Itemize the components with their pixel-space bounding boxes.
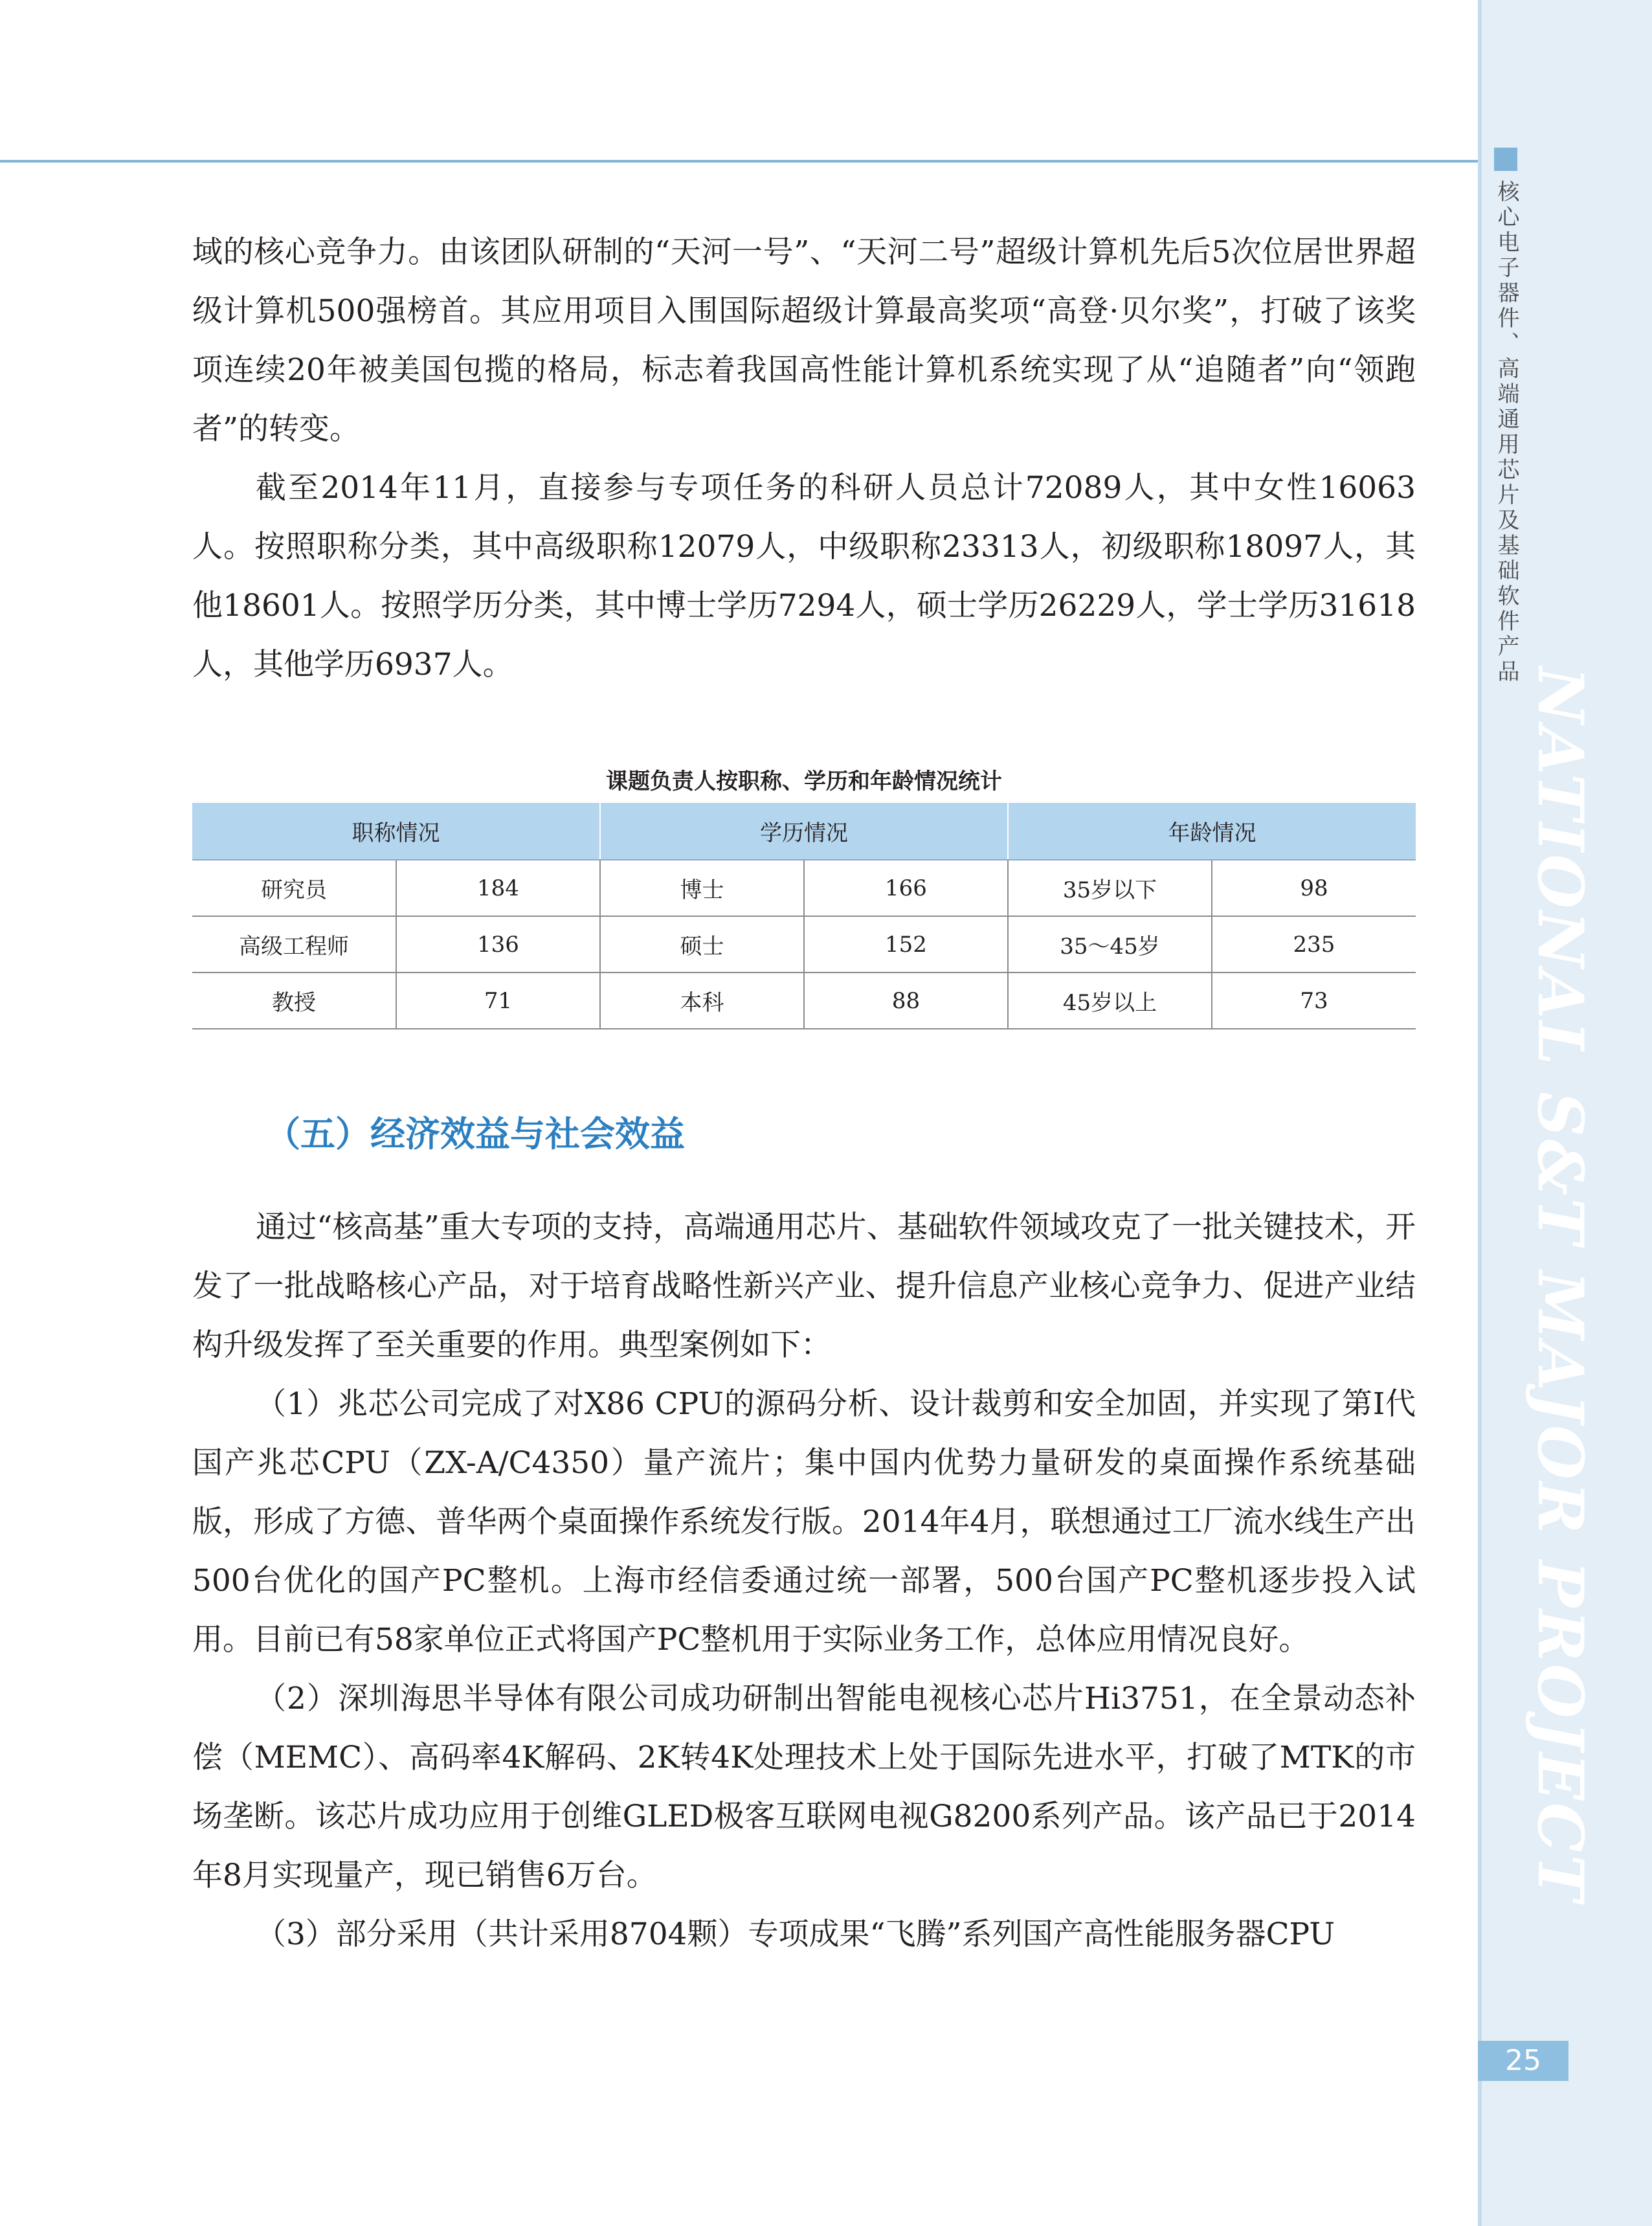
table-cell: 45岁以上 <box>1008 972 1212 1029</box>
body-text-top <box>192 223 1416 694</box>
table-header-title: 职称情况 <box>192 803 600 860</box>
table-cell: 235 <box>1212 916 1416 972</box>
table-cell: 教授 <box>192 972 396 1029</box>
project-title-vertical: NATIONAL S&T MAJOR PROJECT <box>1524 667 1597 1904</box>
body-text-bottom <box>192 1198 1416 1964</box>
table-header-education: 学历情况 <box>600 803 1008 860</box>
paragraph: 截至2014年11月，直接参与专项任务的科研人员总计72089人，其中女性16063人。按照职称分类，其中高级职称12079人，中级职称23313人，初级职称18097人，其他18601人。按照学历分类，其中博士学历7294人，硕士学历26229人，学士学历31618人，其他学历6937人。 <box>192 470 1416 682</box>
table-caption: 课题负责人按职称、学历和年龄情况统计 <box>606 769 1002 794</box>
table-cell: 35岁以下 <box>1008 860 1212 916</box>
table-row <box>192 860 1416 916</box>
paragraph: 域的核心竞争力。由该团队研制的“天河一号”、“天河二号”超级计算机先后5次位居世界超级计算机500强榜首。其应用项目入围国际超级计算最高奖项“高登·贝尔奖”，打破了该奖项连续20年被美国包揽的格局，标志着我国高性能计算机系统实现了从“追随者”向“领跑者”的转变。 <box>192 234 1416 447</box>
table-cell: 硕士 <box>600 916 804 972</box>
case-paragraph: （3）部分采用（共计采用8704颗）专项成果“飞腾”系列国产高性能服务器CPU <box>256 1917 1335 1952</box>
table-cell: 35～45岁 <box>1008 916 1212 972</box>
table-cell: 博士 <box>600 860 804 916</box>
paragraph: 通过“核高基”重大专项的支持，高端通用芯片、基础软件领域攻克了一批关键技术，开发了一批战略核心产品，对于培育战略性新兴产业、提升信息产业核心竞争力、促进产业结构升级发挥了至关重要的作用。典型案例如下： <box>192 1209 1416 1363</box>
header-rule <box>0 160 1478 163</box>
page-number: 25 <box>1478 2041 1568 2081</box>
table-cell: 166 <box>804 860 1008 916</box>
stats-table <box>192 803 1416 1029</box>
table-cell: 73 <box>1212 972 1416 1029</box>
table-row <box>192 916 1416 972</box>
table-header-row <box>192 803 1416 860</box>
table-cell: 152 <box>804 916 1008 972</box>
table-cell: 高级工程师 <box>192 916 396 972</box>
section-heading: （五）经济效益与社会效益 <box>265 1114 685 1154</box>
table-cell: 研究员 <box>192 860 396 916</box>
table-row <box>192 972 1416 1029</box>
table-cell: 184 <box>396 860 600 916</box>
case-paragraph: （2）深圳海思半导体有限公司成功研制出智能电视核心芯片Hi3751，在全景动态补偿（MEMC）、高码率4K解码、2K转4K处理技术上处于国际先进水平，打破了MTK的市场垄断。该芯片成功应用于创维GLED极客互联网电视G8200系列产品。该产品已于2014年8月实现量产，现已销售6万台。 <box>192 1681 1416 1893</box>
table-cell: 98 <box>1212 860 1416 916</box>
table-cell: 136 <box>396 916 600 972</box>
table-cell: 71 <box>396 972 600 1029</box>
chapter-marker-icon <box>1494 148 1517 171</box>
side-band-edge <box>1478 0 1482 2226</box>
case-paragraph: （1）兆芯公司完成了对X86 CPU的源码分析、设计裁剪和安全加固，并实现了第I代国产兆芯CPU（ZX-A/C4350）量产流片；集中国内优势力量研发的桌面操作系统基础版，形成了方德、普华两个桌面操作系统发行版。2014年4月，联想通过工厂流水线生产出500台优化的国产PC整机。上海市经信委通过统一部署，500台国产PC整机逐步投入试用。目前已有58家单位正式将国产PC整机用于实际业务工作，总体应用情况良好。 <box>192 1386 1416 1658</box>
table-cell: 88 <box>804 972 1008 1029</box>
chapter-title-vertical: 核心电子器件、高端通用芯片及基础软件产品 <box>1493 180 1519 685</box>
table-cell: 本科 <box>600 972 804 1029</box>
table-header-age: 年龄情况 <box>1008 803 1416 860</box>
